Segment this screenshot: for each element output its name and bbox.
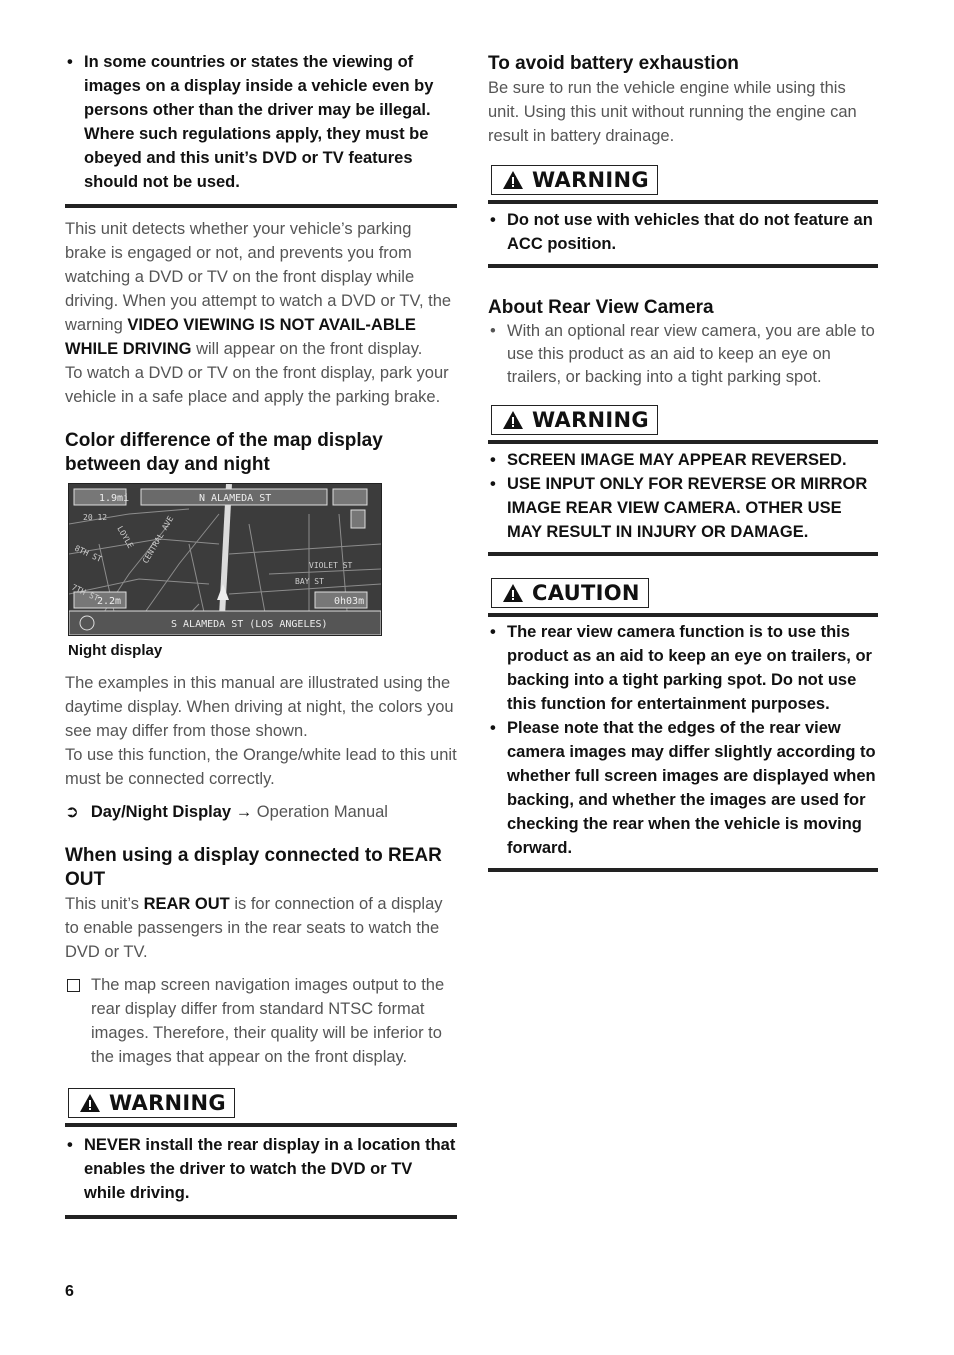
warning-message: VIDEO VIEWING IS NOT AVAIL-ABLE WHILE DRIVING bbox=[65, 316, 416, 358]
reference-target: Operation Manual bbox=[252, 803, 388, 821]
intro-warning-bullet: • In some countries or states the viewing of images on a display inside a vehicle even by persons other than the driver may be illegal. Where such regulations apply, they must be obeyed and this unit’s DVD or TV features should not be used. bbox=[65, 50, 457, 194]
divider bbox=[488, 552, 878, 556]
rear-out-paragraph bbox=[65, 892, 457, 964]
divider bbox=[488, 613, 878, 617]
warning-badge bbox=[491, 165, 658, 195]
checkbox-icon bbox=[67, 979, 80, 992]
park-paragraph: To watch a DVD or TV on the front display, park your vehicle in a safe place and apply the parking brake. bbox=[65, 364, 449, 406]
warning-triangle-icon bbox=[502, 410, 524, 430]
divider bbox=[488, 440, 878, 444]
divider bbox=[488, 264, 878, 268]
divider bbox=[65, 1123, 457, 1127]
map-label: BAY ST bbox=[295, 577, 324, 586]
divider bbox=[65, 204, 457, 208]
warning-label: WARNING bbox=[109, 1091, 226, 1115]
caution-item: • The rear view camera function is to use this product as an aid to keep an eye on trailers, or backing into a tight parking spot. Do not use this function for entertainment purposes. bbox=[488, 620, 878, 716]
map-graphic bbox=[69, 484, 381, 635]
warning-badge bbox=[491, 405, 658, 435]
rear-out-term: REAR OUT bbox=[143, 895, 230, 913]
divider bbox=[65, 1215, 457, 1219]
lead-paragraph: To use this function, the Orange/white lead to this unit must be connected correctly. bbox=[65, 746, 457, 788]
map-label: 8TH ST bbox=[73, 543, 104, 565]
divider bbox=[488, 200, 878, 204]
cross-reference bbox=[65, 800, 457, 824]
warning-triangle-icon bbox=[79, 1093, 101, 1113]
heading-camera: About Rear View Camera bbox=[488, 297, 714, 318]
map-label: 7TH ST bbox=[70, 582, 101, 604]
caution-badge bbox=[491, 578, 649, 608]
reference-arrow-icon: ➲ bbox=[65, 803, 79, 821]
map-time: 0h03m bbox=[334, 596, 365, 607]
para-text: is for connection of a display to enable passengers in the rear seats to watch the DVD or TV. bbox=[65, 895, 443, 961]
map-top-street: N ALAMEDA ST bbox=[199, 493, 272, 504]
heading-battery: To avoid battery exhaustion bbox=[488, 53, 739, 74]
map-label: LOYLE bbox=[115, 524, 136, 550]
heading-rear-out: When using a display connected to REAR OUT bbox=[65, 845, 442, 890]
para-text: will appear on the front display. bbox=[191, 340, 423, 358]
para-text: This unit detects whether your vehicle’s parking brake is engaged or not, and prevents you from watching a DVD or TV on the front display while driving. When you attempt to watch a DVD or TV, the warning bbox=[65, 220, 452, 334]
left-column bbox=[65, 50, 457, 1219]
note-text: The map screen navigation images output to the rear display differ from standard NTSC format images. Therefore, their quality will be inferior to the images that appear on the front display. bbox=[91, 976, 445, 1066]
caution-label: CAUTION bbox=[532, 581, 640, 605]
caution-item: • Please note that the edges of the rear view camera images may differ slightly according to whether full screen images are displayed when backing, and whether the images are used for checking the rear when the vehicle is moving forward. bbox=[488, 716, 878, 860]
warning-triangle-icon bbox=[502, 170, 524, 190]
map-scale: 2.2m bbox=[97, 596, 122, 607]
camera-warning-item: • SCREEN IMAGE MAY APPEAR REVERSED. bbox=[488, 448, 878, 472]
reference-title: Day/Night Display bbox=[90, 803, 232, 821]
camera-bullet: • With an optional rear view camera, you are able to use this product as an aid to keep an eye on trailers, or backing into a tight parking spot. bbox=[488, 320, 878, 389]
heading-color-difference: Color difference of the map display between day and night bbox=[65, 430, 383, 475]
page-number: 6 bbox=[65, 1283, 74, 1300]
parking-brake-paragraph bbox=[65, 217, 457, 361]
warning-badge bbox=[68, 1088, 235, 1118]
warning-label: WARNING bbox=[532, 408, 649, 432]
map-bottom-street: S ALAMEDA ST (LOS ANGELES) bbox=[171, 619, 328, 630]
map-label: VIOLET ST bbox=[309, 561, 353, 570]
night-display-map bbox=[68, 483, 382, 636]
warning-label: WARNING bbox=[532, 168, 649, 192]
map-label: 20 12 bbox=[83, 513, 108, 522]
rear-display-warning: • NEVER install the rear display in a location that enables the driver to watch the DVD or TV while driving. bbox=[65, 1133, 457, 1205]
note-item bbox=[65, 973, 457, 1069]
caution-triangle-icon bbox=[502, 583, 524, 603]
divider bbox=[488, 868, 878, 872]
para-text: This unit’s bbox=[65, 895, 144, 913]
battery-paragraph: Be sure to run the vehicle engine while using this unit. Using this unit without running the engine can result in battery drainage. bbox=[488, 79, 857, 145]
acc-warning: • Do not use with vehicles that do not feature an ACC position. bbox=[488, 208, 878, 256]
map-caption: Night display bbox=[68, 642, 163, 659]
right-column bbox=[488, 50, 878, 872]
right-arrow-icon: → bbox=[235, 803, 253, 821]
map-distance-label: 1.9mi bbox=[99, 493, 130, 504]
camera-warning-item: • USE INPUT ONLY FOR REVERSE OR MIRROR IMAGE REAR VIEW CAMERA. OTHER USE MAY RESULT IN INJURY OR DAMAGE. bbox=[488, 472, 878, 544]
examples-paragraph: The examples in this manual are illustrated using the daytime display. When driving at night, the colors you see may differ from those shown. bbox=[65, 674, 454, 740]
map-label: CENTRAL AVE bbox=[140, 514, 176, 565]
